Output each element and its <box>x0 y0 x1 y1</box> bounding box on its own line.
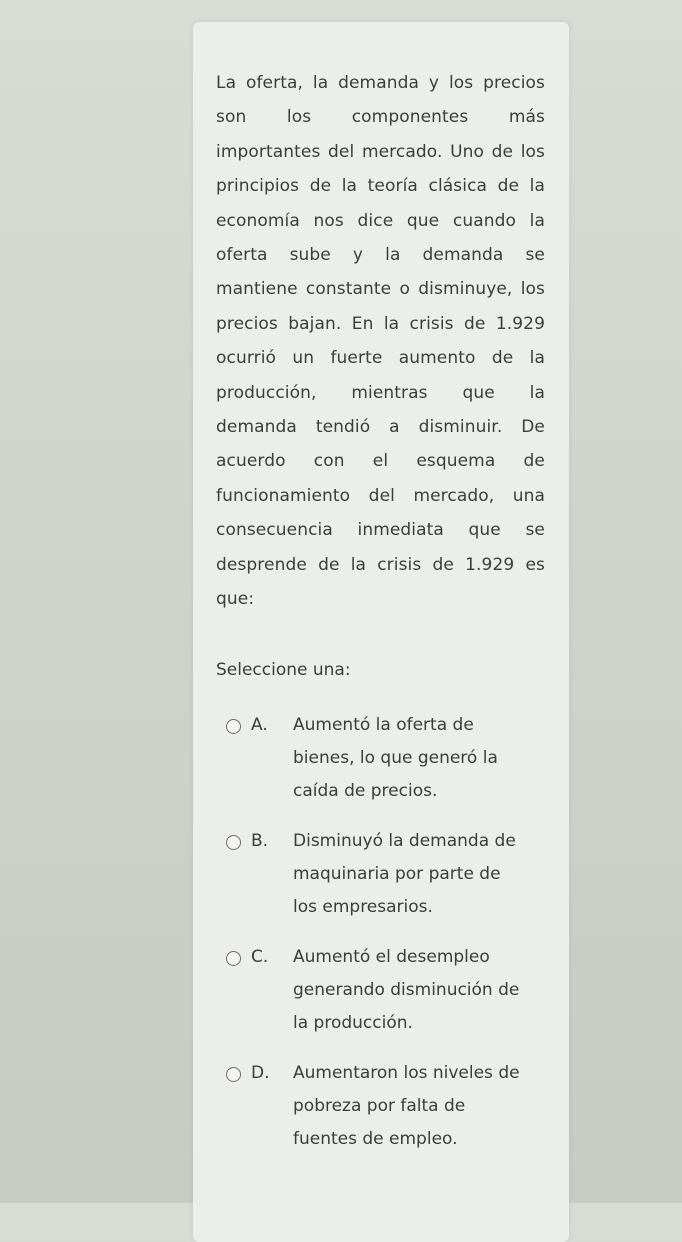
radio-button-b[interactable] <box>226 835 241 850</box>
option-text[interactable]: Disminuyó la demanda de maquinaria por parte de los empresarios. <box>293 830 516 917</box>
option-c[interactable] <box>226 946 545 1040</box>
option-letter: D. <box>251 1062 270 1083</box>
question-card <box>193 22 569 1242</box>
radio-button-a[interactable] <box>226 719 241 734</box>
radio-button-c[interactable] <box>226 951 241 966</box>
option-letter: B. <box>251 830 269 851</box>
option-letter: C. <box>251 946 269 967</box>
option-text[interactable]: Aumentó el desempleo generando disminución de la producción. <box>293 946 520 1033</box>
answer-options <box>226 714 545 1156</box>
option-text[interactable]: Aumentó la oferta de bienes, lo que generó la caída de precios. <box>293 714 498 801</box>
question-text: La oferta, la demanda y los precios son los componentes más importantes del mercado. Uno de los principios de la teoría clásica de la economía nos dice que cuando la oferta sube y la demanda se mantiene constante o disminuye, los precios bajan. En la crisis de 1.929 ocurrió un fuerte aumento de la producción, mientras que la demanda tendió a disminuir. De acuerdo con el esquema de funcionamiento del mercado, una consecuencia inmediata que se desprende de la crisis de 1.929 es que: <box>216 73 545 610</box>
option-d[interactable] <box>226 1062 545 1156</box>
option-text[interactable]: Aumentaron los niveles de pobreza por falta de fuentes de empleo. <box>293 1062 520 1149</box>
option-b[interactable] <box>226 830 545 924</box>
select-one-prompt: Seleccione una: <box>216 659 351 680</box>
option-letter: A. <box>251 714 268 735</box>
option-a[interactable] <box>226 714 545 808</box>
radio-button-d[interactable] <box>226 1067 241 1082</box>
